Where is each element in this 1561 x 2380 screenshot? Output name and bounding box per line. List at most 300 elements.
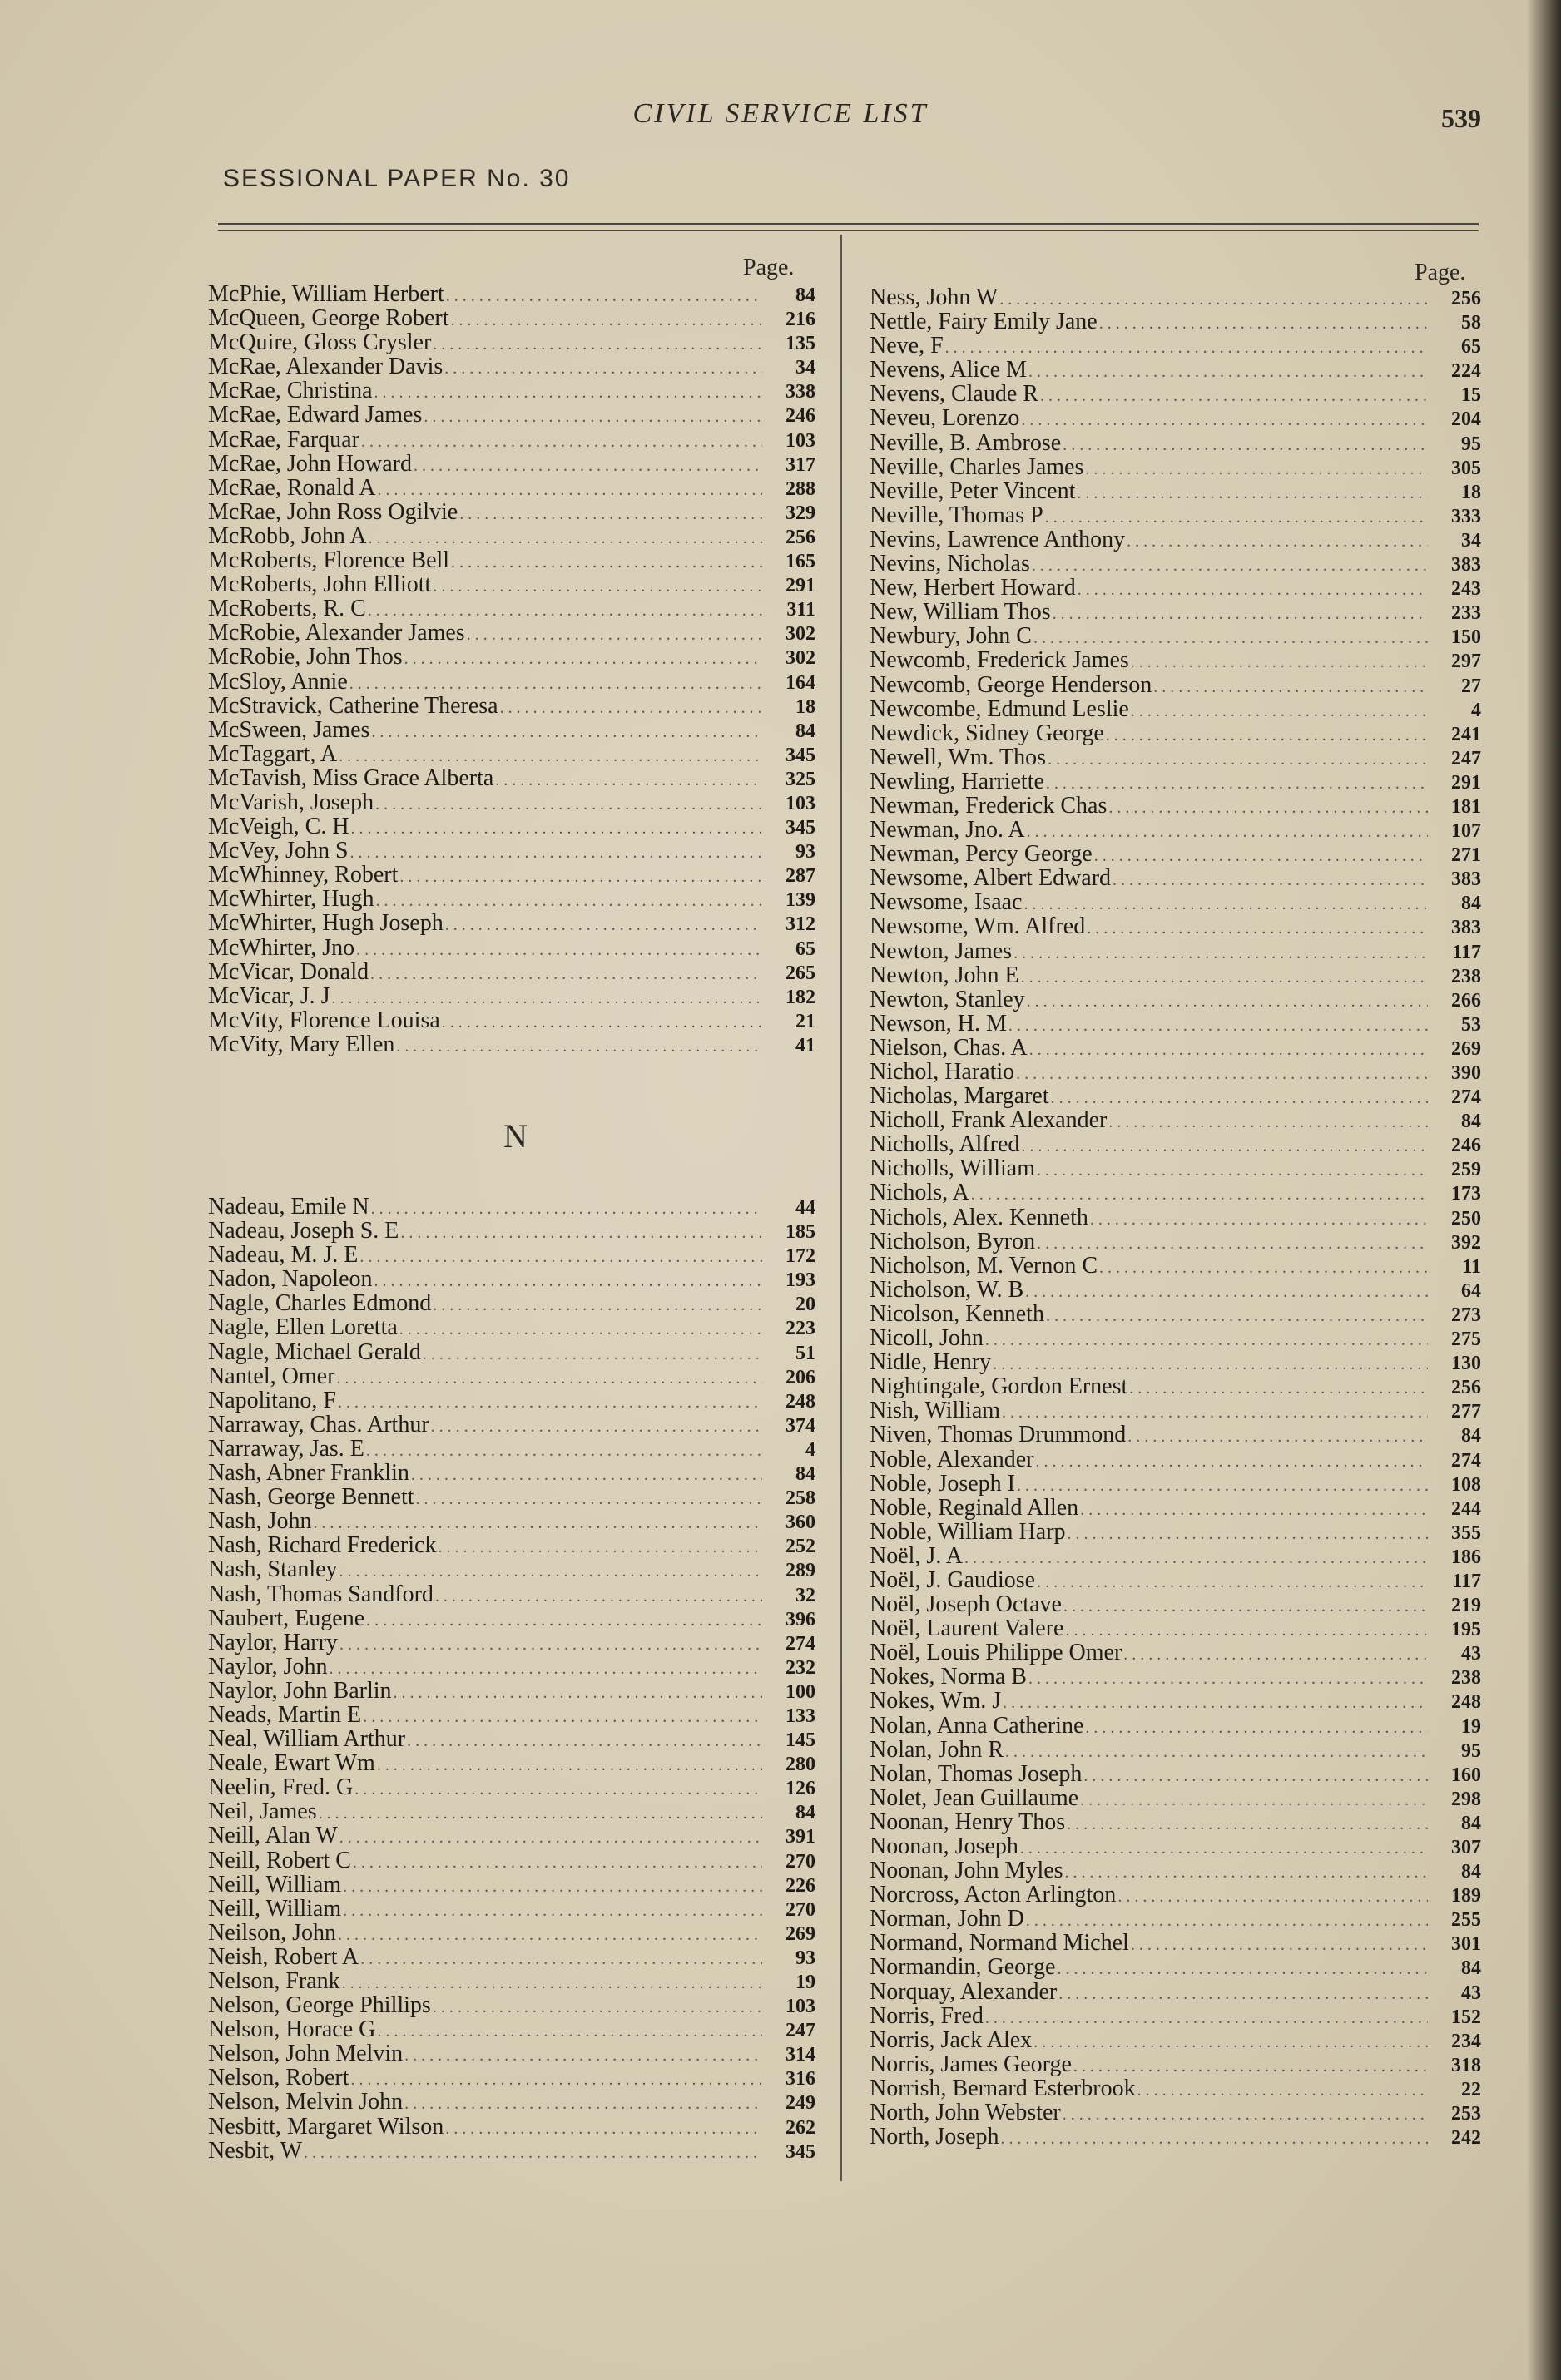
index-entry xyxy=(870,624,1481,648)
entry-page-number: 84 xyxy=(1461,1861,1481,1883)
dot-leader xyxy=(1108,796,1428,820)
entry-name: Nish, William xyxy=(870,1398,1001,1424)
entry-page-number: 256 xyxy=(785,526,815,548)
page-number: 539 xyxy=(1441,103,1481,133)
dot-leader xyxy=(351,817,762,841)
index-entry xyxy=(870,1423,1481,1447)
entry-name: North, John Webster xyxy=(870,2100,1061,2126)
entry-name: Nash, Thomas Sandford xyxy=(208,1581,434,1607)
index-entry xyxy=(870,1156,1481,1180)
index-entry xyxy=(870,866,1481,890)
entry-name: McTaggart, A xyxy=(208,740,338,767)
entry-name: Neville, Peter Vincent xyxy=(870,477,1076,504)
dot-leader xyxy=(433,333,762,357)
index-entry xyxy=(208,766,815,790)
index-entry xyxy=(870,382,1481,406)
entry-page-number: 318 xyxy=(1451,2054,1481,2076)
entry-page-number: 275 xyxy=(1451,1329,1481,1351)
dot-leader xyxy=(459,502,762,527)
entry-name: Nantel, Omer xyxy=(208,1363,335,1389)
dot-leader xyxy=(1065,1861,1428,1885)
index-entry xyxy=(208,282,815,306)
index-entry xyxy=(870,2076,1481,2100)
index-entry xyxy=(208,1032,815,1056)
index-entry xyxy=(870,914,1481,938)
index-entry xyxy=(870,503,1481,527)
dot-leader xyxy=(1123,1643,1428,1667)
dot-leader xyxy=(400,1221,762,1245)
entry-page-number: 18 xyxy=(795,695,815,718)
entry-page-number: 95 xyxy=(1461,1739,1481,1762)
entry-page-number: 133 xyxy=(785,1705,815,1727)
entry-name: Nadeau, Joseph S. E xyxy=(208,1218,399,1244)
index-entry xyxy=(870,334,1481,358)
entry-name: Newsome, Wm. Alfred xyxy=(870,913,1086,940)
entry-page-number: 250 xyxy=(1451,1207,1481,1230)
entry-name: Newman, Percy George xyxy=(870,841,1093,868)
index-entry xyxy=(870,1980,1481,2004)
index-entry xyxy=(208,354,815,379)
entry-name: Naylor, Harry xyxy=(208,1629,338,1655)
index-entry xyxy=(208,645,815,669)
dot-leader xyxy=(371,720,762,745)
entry-name: McQueen, George Robert xyxy=(208,305,449,332)
entry-name: McVicar, J. J xyxy=(208,982,330,1009)
entry-page-number: 265 xyxy=(785,962,815,984)
dot-leader xyxy=(1090,1208,1428,1232)
entry-name: Newsome, Albert Edward xyxy=(870,865,1112,892)
entry-page-number: 333 xyxy=(1451,505,1481,527)
entry-page-number: 249 xyxy=(785,2092,815,2115)
index-entry xyxy=(870,1834,1481,1858)
entry-name: Newcombe, Edmund Leslie xyxy=(870,695,1129,722)
dot-leader xyxy=(351,2068,762,2092)
entry-name: McQuire, Gloss Crysler xyxy=(208,329,432,356)
index-entry xyxy=(208,1606,815,1630)
entry-page-number: 287 xyxy=(785,865,815,888)
dot-leader xyxy=(1063,433,1428,458)
index-entry xyxy=(208,1703,815,1727)
entry-name: Nicholls, Alfred xyxy=(870,1131,1020,1158)
entry-page-number: 277 xyxy=(1451,1401,1481,1423)
entry-page-number: 248 xyxy=(1451,1691,1481,1714)
index-entry xyxy=(208,718,815,742)
entry-page-number: 22 xyxy=(1461,2078,1481,2100)
entry-page-number: 181 xyxy=(1451,795,1481,818)
dot-leader xyxy=(438,1536,762,1560)
dot-leader xyxy=(431,1415,762,1439)
entry-page-number: 135 xyxy=(785,333,815,355)
entry-page-number: 252 xyxy=(785,1536,815,1558)
sessional-paper-label: SESSIONAL PAPER No. 30 xyxy=(223,165,571,192)
entry-name: Nicholl, Frank Alexander xyxy=(870,1107,1108,1134)
entry-page-number: 233 xyxy=(1451,602,1481,625)
index-entry xyxy=(870,2100,1481,2125)
entry-name: Neill, William xyxy=(208,1895,342,1922)
dot-leader xyxy=(1008,1014,1428,1038)
dot-leader xyxy=(377,1754,762,1778)
index-entry xyxy=(208,814,815,839)
entry-name: McWhinney, Robert xyxy=(208,862,399,888)
entry-page-number: 345 xyxy=(785,817,815,839)
entry-page-number: 84 xyxy=(1461,1957,1481,1980)
entry-page-number: 274 xyxy=(785,1632,815,1655)
entry-name: Nesbit, W xyxy=(208,2137,303,2164)
entry-page-number: 256 xyxy=(1451,288,1481,309)
entry-name: Noble, William Harp xyxy=(870,1518,1066,1545)
entry-name: McVity, Mary Ellen xyxy=(208,1031,395,1057)
index-entry xyxy=(208,960,815,984)
dot-leader xyxy=(451,551,762,575)
entry-page-number: 314 xyxy=(785,2044,815,2066)
entry-name: McRoberts, R. C xyxy=(208,596,366,622)
index-entry xyxy=(870,285,1481,309)
index-entry xyxy=(870,794,1481,818)
entry-name: Neville, Charles James xyxy=(870,453,1084,480)
entry-page-number: 108 xyxy=(1451,1473,1481,1496)
entry-page-number: 193 xyxy=(785,1269,815,1292)
entry-name: Nicholson, W. B xyxy=(870,1276,1024,1303)
dot-leader xyxy=(1036,1450,1429,1474)
entry-page-number: 288 xyxy=(785,477,815,500)
entry-name: Normand, Normand Michel xyxy=(870,1930,1129,1957)
entry-name: Newman, Frederick Chas xyxy=(870,792,1108,819)
dot-leader xyxy=(1021,966,1428,990)
dot-leader xyxy=(1078,578,1428,602)
entry-page-number: 189 xyxy=(1451,1885,1481,1907)
dot-leader xyxy=(356,938,762,962)
index-entry xyxy=(870,1278,1481,1302)
entry-page-number: 160 xyxy=(1451,1764,1481,1786)
index-entry xyxy=(208,1969,815,1993)
entry-page-number: 238 xyxy=(1451,1667,1481,1690)
entry-page-number: 103 xyxy=(785,429,815,452)
index-entry xyxy=(870,600,1481,624)
index-entry xyxy=(208,548,815,572)
dot-leader xyxy=(399,1318,762,1342)
entry-page-number: 345 xyxy=(785,2140,815,2163)
dot-leader xyxy=(1048,748,1428,772)
entry-name: Newcomb, Frederick James xyxy=(870,647,1129,674)
index-entry xyxy=(870,1230,1481,1254)
entry-page-number: 20 xyxy=(795,1294,815,1316)
index-entry xyxy=(870,1592,1481,1616)
index-entry xyxy=(208,1461,815,1485)
index-entry xyxy=(870,1689,1481,1713)
index-entry xyxy=(870,1568,1481,1592)
index-entry xyxy=(870,1907,1481,1931)
dot-leader xyxy=(359,1245,762,1269)
dot-leader xyxy=(1094,844,1428,868)
entry-name: Nelson, Melvin John xyxy=(208,2089,404,2115)
index-entry xyxy=(870,1762,1481,1786)
entry-page-number: 311 xyxy=(786,599,815,621)
entry-page-number: 19 xyxy=(795,1972,815,1993)
dot-leader xyxy=(377,2020,762,2044)
entry-page-number: 291 xyxy=(785,575,815,597)
entry-name: Nagle, Ellen Loretta xyxy=(208,1314,398,1341)
entry-name: Narraway, Jas. E xyxy=(208,1435,364,1462)
entry-page-number: 258 xyxy=(785,1487,815,1510)
dot-leader xyxy=(424,405,762,429)
index-entry xyxy=(208,1799,815,1823)
index-entry xyxy=(870,1447,1481,1472)
entry-name: Neville, Thomas P xyxy=(870,502,1043,528)
header-rule-thin xyxy=(218,230,1479,231)
dot-leader xyxy=(1099,1256,1428,1280)
entry-name: McRae, John Ross Ogilvie xyxy=(208,498,458,525)
entry-page-number: 103 xyxy=(785,1996,815,2018)
entry-page-number: 21 xyxy=(795,1010,815,1032)
entry-name: Napolitano, F xyxy=(208,1387,336,1413)
index-entry xyxy=(208,839,815,863)
entry-page-number: 297 xyxy=(1451,651,1481,673)
left-column-mc-entries xyxy=(208,282,815,1056)
index-entry xyxy=(870,1012,1481,1036)
index-entry xyxy=(208,1388,815,1413)
index-entry xyxy=(870,697,1481,721)
entry-page-number: 84 xyxy=(795,1802,815,1824)
entry-page-number: 93 xyxy=(795,841,815,863)
entry-name: McSween, James xyxy=(208,716,370,743)
entry-page-number: 32 xyxy=(795,1584,815,1606)
entry-page-number: 226 xyxy=(785,1874,815,1897)
entry-page-number: 195 xyxy=(1451,1619,1481,1641)
entry-name: Noël, J. A xyxy=(870,1542,963,1569)
dot-leader xyxy=(1129,1377,1428,1401)
dot-leader xyxy=(1131,1933,1428,1957)
entry-page-number: 58 xyxy=(1461,312,1481,334)
dot-leader xyxy=(404,2092,762,2116)
entry-page-number: 65 xyxy=(795,938,815,960)
index-entry xyxy=(870,939,1481,963)
dot-leader xyxy=(1027,990,1428,1014)
entry-name: Neal, William Arthur xyxy=(208,1726,406,1753)
index-entry xyxy=(870,2052,1481,2076)
index-entry xyxy=(870,1520,1481,1544)
dot-leader xyxy=(396,1035,762,1059)
entry-name: Norman, John D xyxy=(870,1906,1024,1932)
dot-leader xyxy=(338,1923,762,1947)
dot-leader xyxy=(343,1899,762,1923)
dot-leader xyxy=(361,430,762,454)
entry-name: Noble, Reginald Allen xyxy=(870,1494,1079,1521)
entry-name: McRobie, John Thos xyxy=(208,644,403,670)
index-entry xyxy=(208,1582,815,1606)
entry-name: Nolet, Jean Guillaume xyxy=(870,1784,1079,1811)
index-entry xyxy=(870,1350,1481,1374)
dot-leader xyxy=(1085,458,1428,482)
entry-page-number: 150 xyxy=(1451,626,1481,649)
entry-name: Neale, Ewart Wm xyxy=(208,1750,375,1777)
entry-name: Neville, B. Ambrose xyxy=(870,429,1062,456)
dot-leader xyxy=(339,1633,762,1657)
entry-name: Nichol, Haratio xyxy=(870,1059,1015,1085)
entry-page-number: 302 xyxy=(785,647,815,670)
entry-name: Noël, J. Gaudiose xyxy=(870,1566,1036,1593)
index-entry xyxy=(208,1945,815,1969)
entry-name: Norquay, Alexander xyxy=(870,1978,1058,2005)
entry-page-number: 65 xyxy=(1461,336,1481,359)
entry-name: Noël, Joseph Octave xyxy=(870,1591,1062,1618)
index-entry xyxy=(208,1509,815,1533)
entry-page-number: 164 xyxy=(785,671,815,694)
entry-name: Noonan, Joseph xyxy=(870,1833,1018,1859)
entry-page-number: 244 xyxy=(1451,1497,1481,1520)
entry-page-number: 269 xyxy=(1451,1037,1481,1060)
entry-name: Nicholson, M. Vernon C xyxy=(870,1252,1098,1279)
dot-leader xyxy=(411,1463,762,1487)
index-entry xyxy=(870,2004,1481,2028)
index-entry xyxy=(870,1205,1481,1230)
dot-leader xyxy=(414,454,762,478)
dot-leader xyxy=(1131,700,1428,724)
entry-name: Neelin, Fred. G xyxy=(208,1774,354,1801)
index-entry xyxy=(870,1786,1481,1810)
entry-name: Naylor, John Barlin xyxy=(208,1677,392,1704)
entry-page-number: 216 xyxy=(785,309,815,331)
dot-leader xyxy=(363,1705,762,1729)
entry-page-number: 152 xyxy=(1451,2006,1481,2028)
entry-name: Neveu, Lorenzo xyxy=(870,405,1020,432)
entry-page-number: 51 xyxy=(795,1342,815,1364)
entry-page-number: 107 xyxy=(1451,820,1481,843)
entry-page-number: 93 xyxy=(795,1947,815,1969)
entry-page-number: 325 xyxy=(785,768,815,790)
index-entry xyxy=(870,1398,1481,1423)
dot-leader xyxy=(1013,942,1428,966)
entry-name: McRae, Edward James xyxy=(208,402,423,428)
index-entry xyxy=(870,1180,1481,1205)
dot-leader xyxy=(374,381,762,405)
entry-page-number: 44 xyxy=(795,1197,815,1219)
entry-page-number: 100 xyxy=(785,1680,815,1703)
dot-leader xyxy=(394,1681,762,1705)
entry-name: Neve, F xyxy=(870,333,944,359)
entry-name: Nelson, John Melvin xyxy=(208,2041,404,2067)
index-entry xyxy=(208,2090,815,2114)
index-entry xyxy=(870,1302,1481,1326)
index-entry xyxy=(870,1132,1481,1156)
dot-leader xyxy=(451,309,762,333)
dot-leader xyxy=(1085,1716,1428,1740)
entry-page-number: 396 xyxy=(785,1608,815,1630)
index-entry xyxy=(208,1897,815,1921)
entry-name: Nesbitt, Margaret Wilson xyxy=(208,2113,444,2140)
entry-page-number: 117 xyxy=(1452,1570,1481,1592)
index-entry xyxy=(208,1873,815,1897)
entry-name: McWhirter, Hugh xyxy=(208,886,374,913)
index-entry xyxy=(208,1679,815,1703)
index-entry xyxy=(870,1036,1481,1060)
index-entry xyxy=(208,911,815,935)
entry-name: Neish, Robert A xyxy=(208,1943,359,1970)
dot-leader xyxy=(1029,1038,1428,1062)
dot-leader xyxy=(1077,482,1428,506)
index-entry xyxy=(208,1823,815,1848)
entry-page-number: 95 xyxy=(1461,433,1481,455)
dot-leader xyxy=(1067,1813,1428,1837)
entry-page-number: 243 xyxy=(1451,578,1481,601)
entry-name: Newton, Stanley xyxy=(870,986,1025,1012)
entry-page-number: 270 xyxy=(785,1850,815,1873)
index-entry xyxy=(870,721,1481,745)
index-entry xyxy=(870,1714,1481,1738)
dot-leader xyxy=(1113,868,1428,893)
entry-page-number: 84 xyxy=(1461,893,1481,915)
entry-page-number: 280 xyxy=(785,1754,815,1776)
entry-page-number: 259 xyxy=(1451,1159,1481,1181)
index-entry xyxy=(208,984,815,1008)
entry-page-number: 53 xyxy=(1461,1013,1481,1036)
entry-page-number: 271 xyxy=(1451,844,1481,867)
entry-name: Nash, Stanley xyxy=(208,1556,338,1583)
entry-page-number: 291 xyxy=(1451,771,1481,794)
dot-leader xyxy=(1057,1957,1428,1982)
dot-leader xyxy=(1099,312,1428,336)
index-entry xyxy=(870,648,1481,672)
dot-leader xyxy=(374,1269,762,1294)
dot-leader xyxy=(433,1996,762,2020)
entry-name: Nagle, Charles Edmond xyxy=(208,1290,432,1317)
index-entry xyxy=(208,1557,815,1581)
index-entry xyxy=(208,1340,815,1364)
entry-page-number: 374 xyxy=(785,1414,815,1437)
index-entry xyxy=(208,1008,815,1032)
dot-leader xyxy=(1127,530,1428,554)
index-entry xyxy=(208,428,815,452)
entry-name: McRobie, Alexander James xyxy=(208,620,465,646)
entry-page-number: 390 xyxy=(1451,1062,1481,1084)
dot-leader xyxy=(353,1851,762,1875)
entry-name: Ness, John W xyxy=(870,285,999,310)
index-entry xyxy=(870,1374,1481,1398)
entry-name: McVity, Florence Louisa xyxy=(208,1007,440,1033)
dot-leader xyxy=(1037,1159,1428,1183)
index-entry xyxy=(870,963,1481,987)
index-entry xyxy=(870,842,1481,866)
entry-name: Newton, John E xyxy=(870,962,1019,988)
entry-name: McRae, Farquar xyxy=(208,426,359,453)
entry-name: McStravick, Catherine Theresa xyxy=(208,692,498,719)
index-entry xyxy=(208,1315,815,1339)
dot-leader xyxy=(435,1585,762,1609)
entry-name: Nevins, Lawrence Anthony xyxy=(870,526,1126,552)
index-entry xyxy=(208,1364,815,1388)
index-entry xyxy=(208,1533,815,1557)
entry-name: Noble, Alexander xyxy=(870,1446,1034,1472)
entry-page-number: 224 xyxy=(1451,360,1481,383)
entry-page-number: 43 xyxy=(1461,1643,1481,1665)
right-column-entries xyxy=(870,285,1481,2149)
entry-name: McSloy, Annie xyxy=(208,668,348,695)
index-entry xyxy=(208,2115,815,2139)
entry-page-number: 64 xyxy=(1461,1279,1481,1302)
index-entry xyxy=(208,476,815,500)
index-entry xyxy=(208,2041,815,2066)
entry-name: Nolan, Thomas Joseph xyxy=(870,1760,1083,1787)
index-entry xyxy=(208,2066,815,2090)
entry-page-number: 274 xyxy=(1451,1449,1481,1472)
entry-page-number: 234 xyxy=(1451,2030,1481,2052)
dot-leader xyxy=(370,962,762,987)
left-page-column-heading: Page. xyxy=(743,255,795,280)
entry-name: Naubert, Eugene xyxy=(208,1605,365,1631)
index-entry xyxy=(208,572,815,596)
dot-leader xyxy=(304,2141,762,2165)
entry-page-number: 204 xyxy=(1451,408,1481,431)
entry-name: Nash, Richard Frederick xyxy=(208,1532,437,1559)
